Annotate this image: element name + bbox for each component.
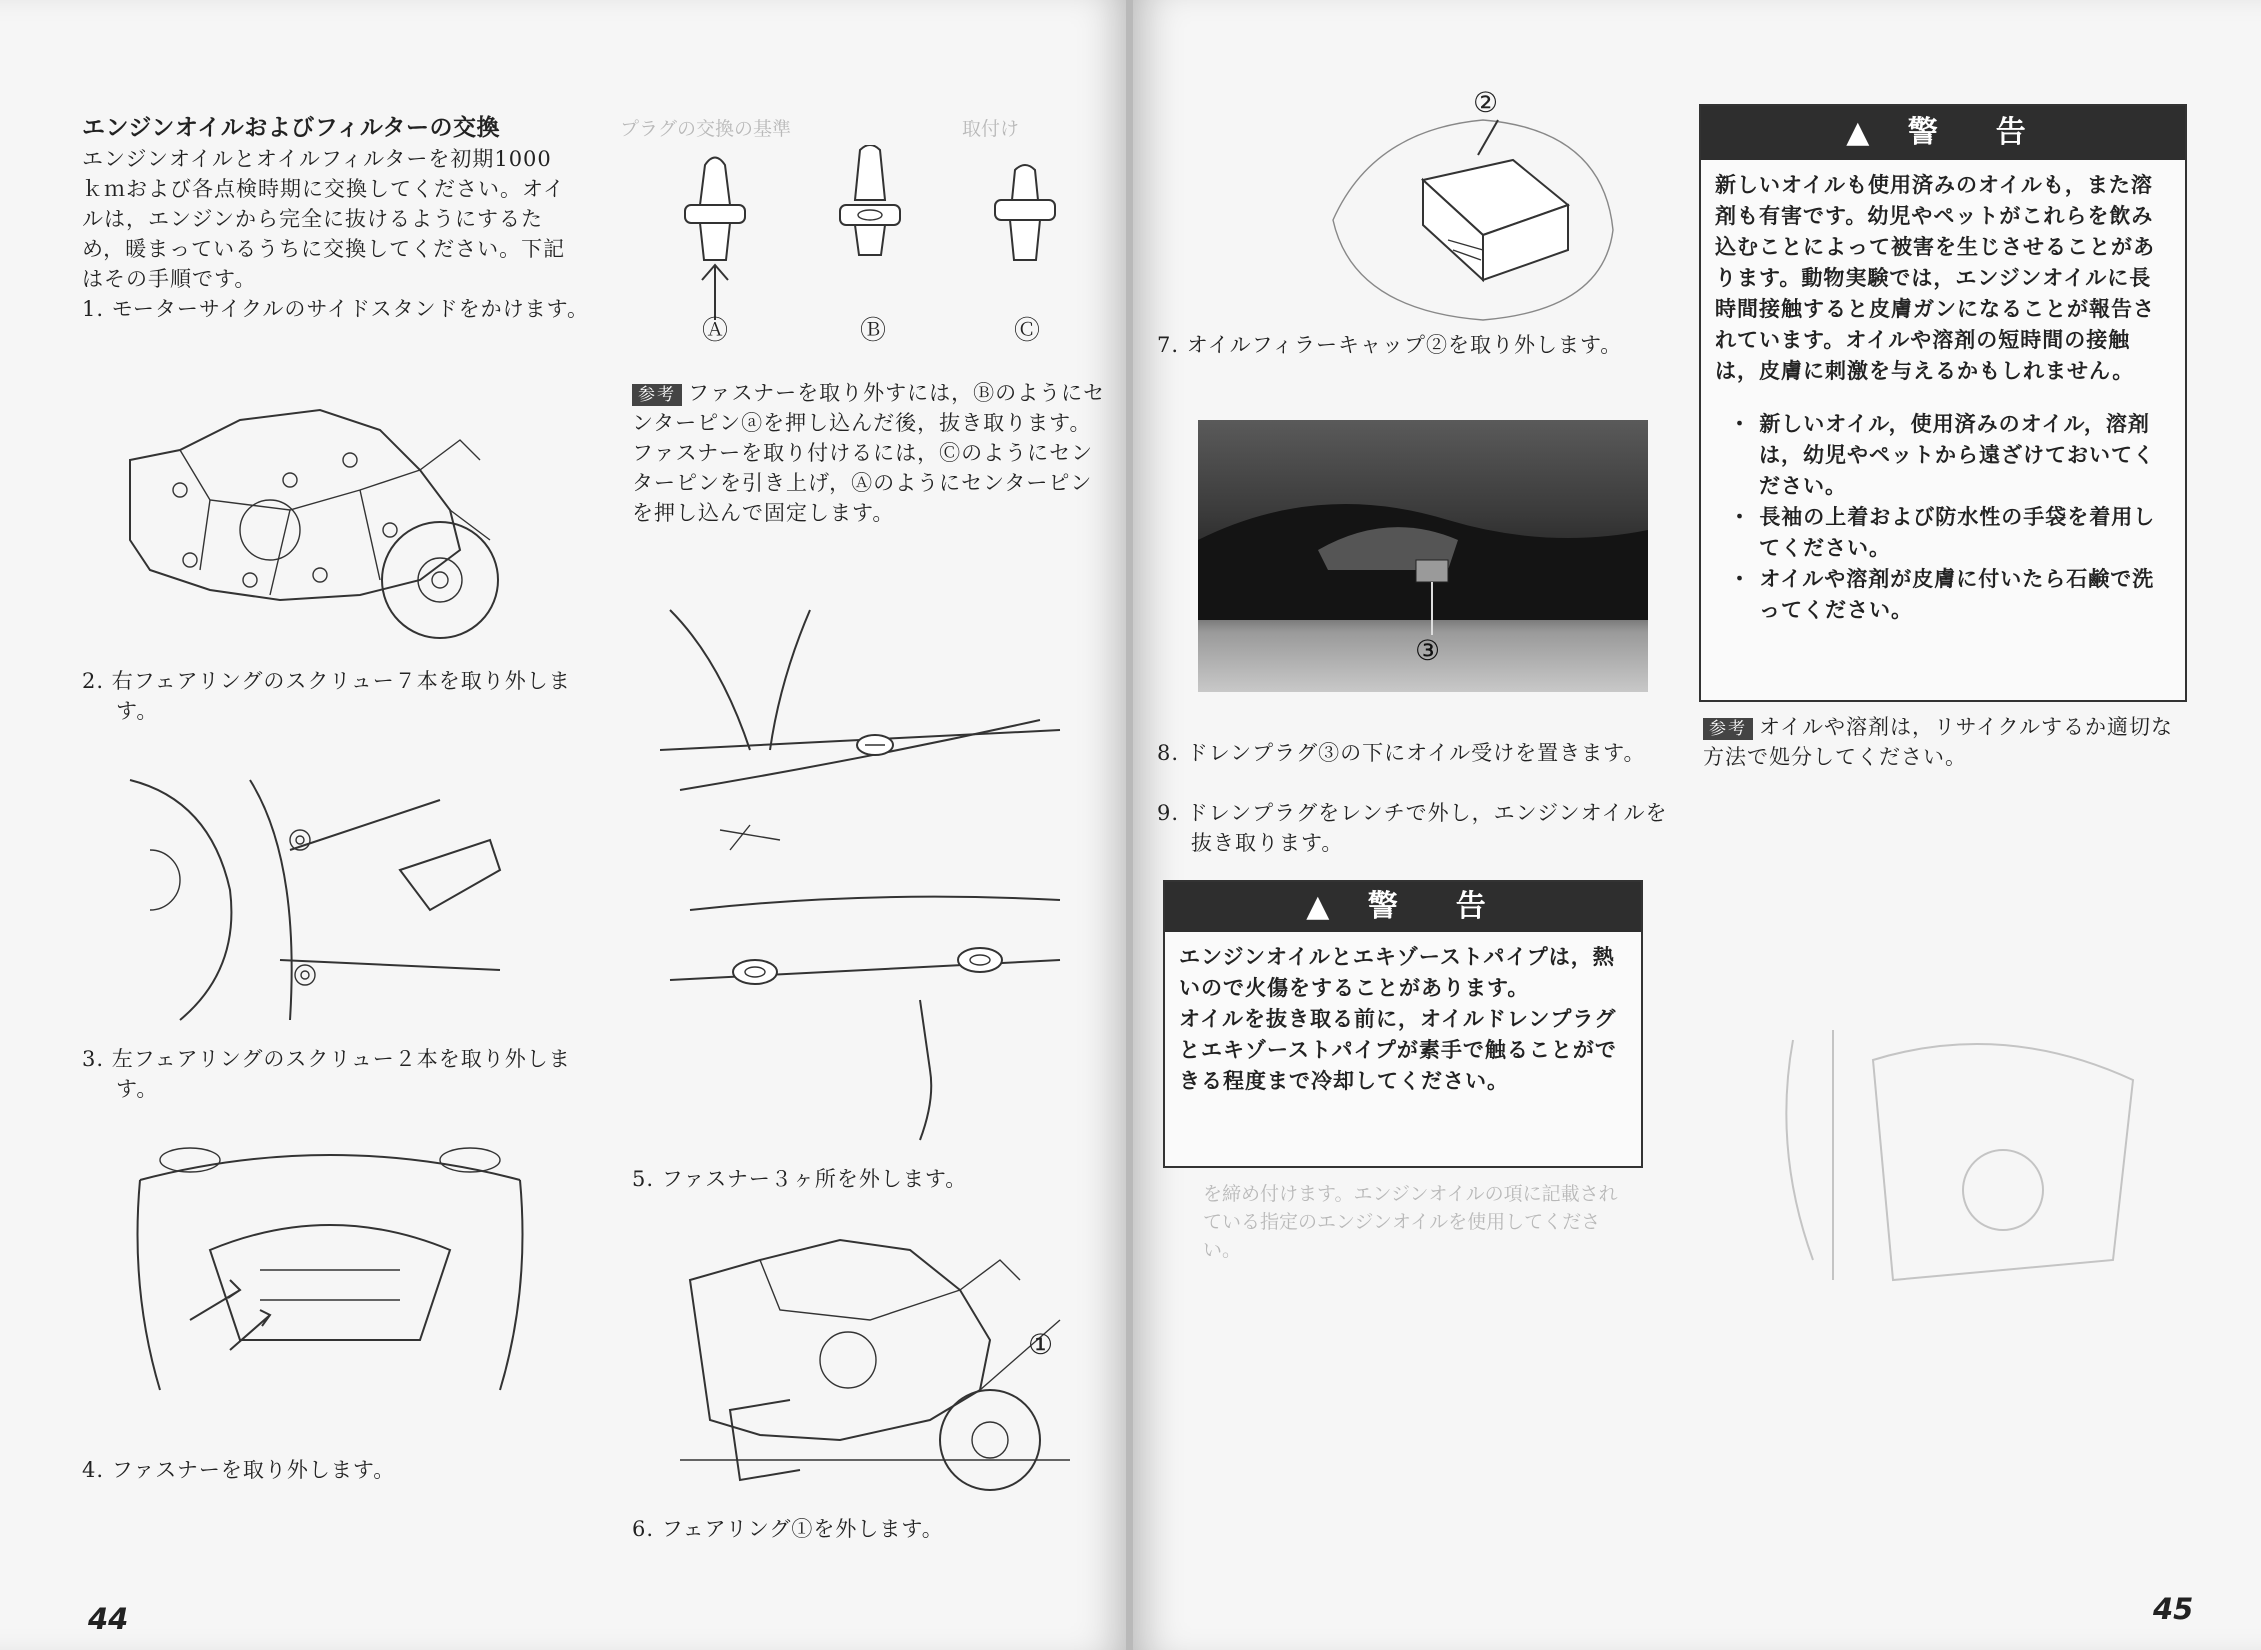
drain-callout-3: ③ bbox=[1415, 634, 1442, 667]
fairing-removal-illustration bbox=[670, 1220, 1090, 1500]
cap-callout-2: ② bbox=[1473, 86, 1500, 119]
reference-note-recycle bbox=[1703, 712, 2187, 772]
warning-header: ▲ 警 告 bbox=[1165, 882, 1641, 932]
step-9: 9. ドレンプラグをレンチで外し，エンジンオイルを抜き取ります。 bbox=[1157, 801, 1668, 855]
fastener-states-illustration bbox=[640, 145, 1060, 345]
front-fairing-fasteners-illustration bbox=[120, 1140, 540, 1400]
bleed-through-text: プラグの交換の基準 取付け bbox=[620, 118, 1020, 140]
left-page bbox=[0, 0, 1128, 1650]
warning-line-2: オイルを抜き取る前に，オイルドレンプラグとエキゾーストパイプが素手で触ることができる程度まで冷却してください。 bbox=[1179, 1007, 1617, 1093]
warning-bullet-2: ・ 長袖の上着および防水性の手袋を着用してください。 bbox=[1729, 505, 2156, 560]
warning-triangle-icon: ▲ bbox=[1846, 115, 1884, 150]
step-8: 8. ドレンプラグ③の下にオイル受けを置きます。 bbox=[1157, 741, 1646, 765]
section-heading: エンジンオイルおよびフィルターの交換 bbox=[82, 115, 500, 141]
page-number-left: 44 bbox=[88, 1602, 129, 1636]
step-1: 1. モーターサイクルのサイドスタンドをかけます。 bbox=[82, 297, 589, 321]
warning-box-toxic bbox=[1699, 104, 2187, 702]
warning-bullet-1: ・ 新しいオイル，使用済みのオイル，溶剤は，幼児やペットから遠ざけておいてください。 bbox=[1729, 412, 2155, 498]
fastener-label-c: Ⓒ bbox=[1014, 316, 1042, 346]
reference-note-fastener bbox=[632, 378, 1110, 528]
fairing-callout-1: ① bbox=[1028, 1328, 1055, 1361]
fastener-label-b: Ⓑ bbox=[860, 316, 888, 346]
intro-paragraph: エンジンオイルとオイルフィルターを初期1000ｋｍおよび各点検時期に交換してください。オイルは，エンジンから完全に抜けるようにするため，暖まっているうちに交換してください。下記はその手順です。 bbox=[82, 147, 566, 291]
left-fairing-screws-illustration bbox=[120, 760, 540, 1030]
warning-bullet-3: ・ オイルや溶剤が皮膚に付いたら石鹸で洗ってください。 bbox=[1729, 567, 2155, 622]
oil-filler-cap-illustration bbox=[1313, 100, 1643, 330]
reference-badge: 参考 bbox=[632, 384, 682, 406]
step-5: 5. ファスナー３ヶ所を外します。 bbox=[632, 1167, 968, 1191]
warning-box-hot-oil bbox=[1163, 880, 1643, 1168]
step-7: 7. オイルフィラーキャップ②を取り外します。 bbox=[1157, 333, 1623, 357]
warning-paragraph: 新しいオイルも使用済みのオイルも，また溶剤も有害です。幼児やペットがこれらを飲み込むことによって被害を生じさせることがあります。動物実験では，エンジンオイルに長時間接触すると皮膚ガンになることが報告されています。オイルや溶剤の短時間の接触は，皮膚に刺激を与えるかもしれません。 bbox=[1715, 173, 2155, 383]
warning-line-1: エンジンオイルとエキゾーストパイプは，熱いので火傷をすることがあります。 bbox=[1179, 945, 1615, 1000]
reference-note-text: ファスナーを取り外すには，Ⓑのようにセンターピンⓐを押し込んだ後，抜き取ります。ファスナーを取り付けるには，Ⓒのようにセンターピンを引き上げ，Ⓐのようにセンターピンを押し込んで固定します。 bbox=[632, 381, 1106, 525]
page-number-right: 45 bbox=[2153, 1592, 2194, 1626]
fastener-label-a: Ⓐ bbox=[702, 316, 730, 346]
warning-header: ▲ 警 告 bbox=[1701, 106, 2185, 160]
step-6: 6. フェアリング①を外します。 bbox=[632, 1517, 944, 1541]
motorcycle-right-side-illustration bbox=[120, 380, 520, 640]
reference-note-text: オイルや溶剤は，リサイクルするか適切な方法で処分してください。 bbox=[1703, 715, 2174, 769]
bleed-through-text: を締め付けます。エンジンオイルの項に記載されている指定のエンジンオイルを使用してください。 bbox=[1203, 1183, 1618, 1261]
warning-triangle-icon: ▲ bbox=[1306, 889, 1344, 924]
three-fasteners-illustration bbox=[660, 600, 1080, 1160]
bleed-through-illustration bbox=[1753, 1000, 2173, 1300]
reference-badge: 参考 bbox=[1703, 718, 1753, 740]
step-4: 4. ファスナーを取り外します。 bbox=[82, 1458, 396, 1482]
right-page bbox=[1133, 0, 2261, 1650]
step-2: 2. 右フェアリングのスクリュー７本を取り外します。 bbox=[82, 669, 571, 723]
step-3: 3. 左フェアリングのスクリュー２本を取り外します。 bbox=[82, 1047, 571, 1101]
